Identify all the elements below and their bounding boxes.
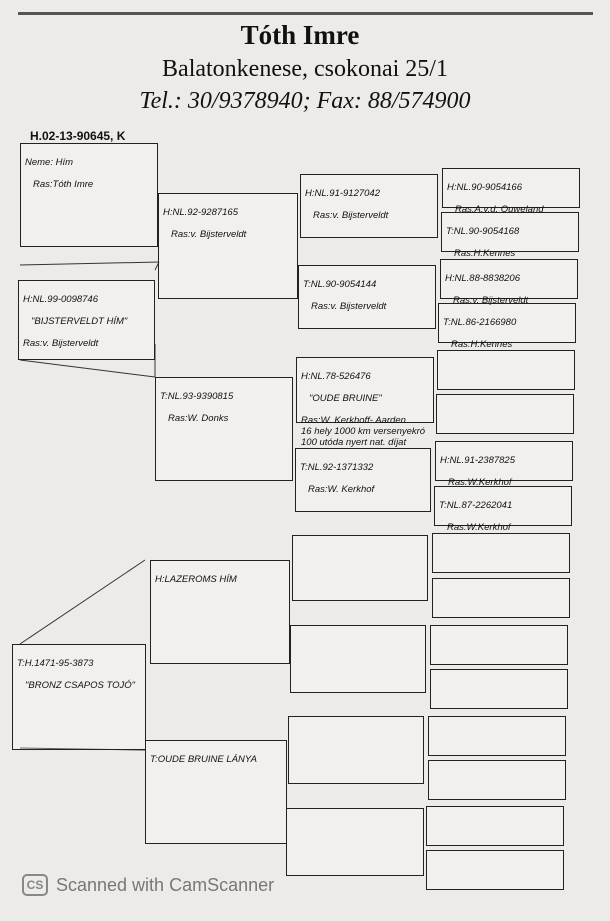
pedigree-ss-dam xyxy=(298,265,436,329)
pedigree-g7 xyxy=(435,441,573,488)
pedigree-empty-box xyxy=(292,535,428,601)
pedigree-empty-box xyxy=(432,578,570,618)
pedigree-empty-box xyxy=(430,669,568,709)
ss-dam-breeder: Ras:v. Bijsterveldt xyxy=(311,301,387,312)
pedigree-sire xyxy=(18,280,155,360)
owner-name: Tóth Imre xyxy=(240,20,360,50)
sd-sire-name: "OUDE BRUINE" xyxy=(309,393,382,404)
ss-dam-ring: T:NL.90-9054144 xyxy=(303,279,377,290)
scanner-watermark-text: Scanned with CamScanner xyxy=(56,874,275,895)
pedigree-sd-sire xyxy=(296,357,434,448)
dam-ring: T:H.1471-95-3873 xyxy=(17,658,94,669)
pedigree-empty-box xyxy=(428,760,566,800)
pedigree-empty-box xyxy=(426,806,564,846)
g2-breeder: Ras:H.Kennes xyxy=(454,248,516,259)
sire-ring: H:NL.99-0098746 xyxy=(23,294,98,305)
sire-dam-breeder: Ras:W. Donks xyxy=(168,413,229,424)
sd-sire-ring: H:NL.78-526476 xyxy=(301,371,371,382)
sd-dam-ring: T:NL.92-1371332 xyxy=(300,462,374,473)
sire-sire-breeder: Ras:v. Bijsterveldt xyxy=(171,229,247,240)
pedigree-empty-box xyxy=(432,533,570,573)
g4-ring: T:NL.86-2166980 xyxy=(443,317,517,328)
dam-sire-name: H:LAZEROMS HÍM xyxy=(155,574,237,585)
pedigree-empty-box xyxy=(437,350,575,390)
sd-dam-breeder: Ras:W. Kerkhof xyxy=(308,484,375,495)
pedigree-dam xyxy=(12,644,146,750)
owner-address: Balatonkenese, csokonai 25/1 xyxy=(162,56,448,82)
g2-ring: T:NL.90-9054168 xyxy=(446,226,520,237)
pedigree-empty-box xyxy=(430,625,568,665)
g7-ring: H:NL.91-2387825 xyxy=(440,455,515,466)
pedigree-g1 xyxy=(442,168,580,215)
g1-ring: H:NL.90-9054166 xyxy=(447,182,522,193)
sd-sire-notes: Ras:W. Kerkhoff- Aarden 16 hely 1000 km versenyekró 100 utóda nyert nat. díjat xyxy=(301,415,426,448)
pedigree-dam-sire xyxy=(150,560,290,664)
pedigree-g4 xyxy=(438,303,576,350)
ss-sire-breeder: Ras:v. Bijsterveldt xyxy=(313,210,389,221)
pedigree-ss-sire xyxy=(300,174,438,238)
g1-breeder: Ras:A.v.d. Ouweland xyxy=(455,204,544,215)
pedigree-sire-dam xyxy=(155,377,293,481)
pedigree-g3 xyxy=(440,259,578,306)
pedigree-empty-box xyxy=(426,850,564,890)
subject-sex: Neme: Hím xyxy=(25,157,74,168)
subject-breeder: Ras:Tóth Imre xyxy=(33,179,94,190)
g3-breeder: Ras:v. Bijsterveldt xyxy=(453,295,529,306)
pedigree-subject xyxy=(20,143,158,247)
owner-contact: Tel.: 30/9378940; Fax: 88/574900 xyxy=(139,88,471,114)
g8-ring: T:NL.87-2262041 xyxy=(439,500,513,511)
pedigree-g8 xyxy=(434,486,572,533)
pedigree-empty-box xyxy=(436,394,574,434)
pedigree-empty-box xyxy=(428,716,566,756)
pedigree-empty-box xyxy=(286,808,424,876)
pedigree-sd-dam xyxy=(295,448,431,512)
sire-breeder: Ras:v. Bijsterveldt xyxy=(23,338,99,349)
ring-number: H.02-13-90645, K xyxy=(30,129,126,143)
sire-name: "BIJSTERVELDT HÍM" xyxy=(31,316,128,327)
g8-breeder: Ras:W.Kerkhof xyxy=(447,522,511,533)
g4-breeder: Ras:H.Kennes xyxy=(451,339,513,350)
scanner-watermark xyxy=(22,874,274,896)
camscanner-logo-icon: CS xyxy=(22,874,48,896)
pedigree-empty-box xyxy=(290,625,426,693)
dam-dam-name: T:OUDE BRUINE LÁNYA xyxy=(150,754,257,765)
pedigree-dam-dam xyxy=(145,740,287,844)
pedigree-sire-sire xyxy=(158,193,298,299)
pedigree-empty-box xyxy=(288,716,424,784)
pedigree-g2 xyxy=(441,212,579,259)
g7-breeder: Ras:W.Kerkhof xyxy=(448,477,512,488)
sire-dam-ring: T:NL.93-9390815 xyxy=(160,391,234,402)
g3-ring: H:NL.88-8838206 xyxy=(445,273,520,284)
sire-sire-ring: H:NL.92-9287165 xyxy=(163,207,238,218)
dam-name: "BRONZ CSAPOS TOJÓ" xyxy=(25,680,136,691)
ss-sire-ring: H:NL.91-9127042 xyxy=(305,188,380,199)
